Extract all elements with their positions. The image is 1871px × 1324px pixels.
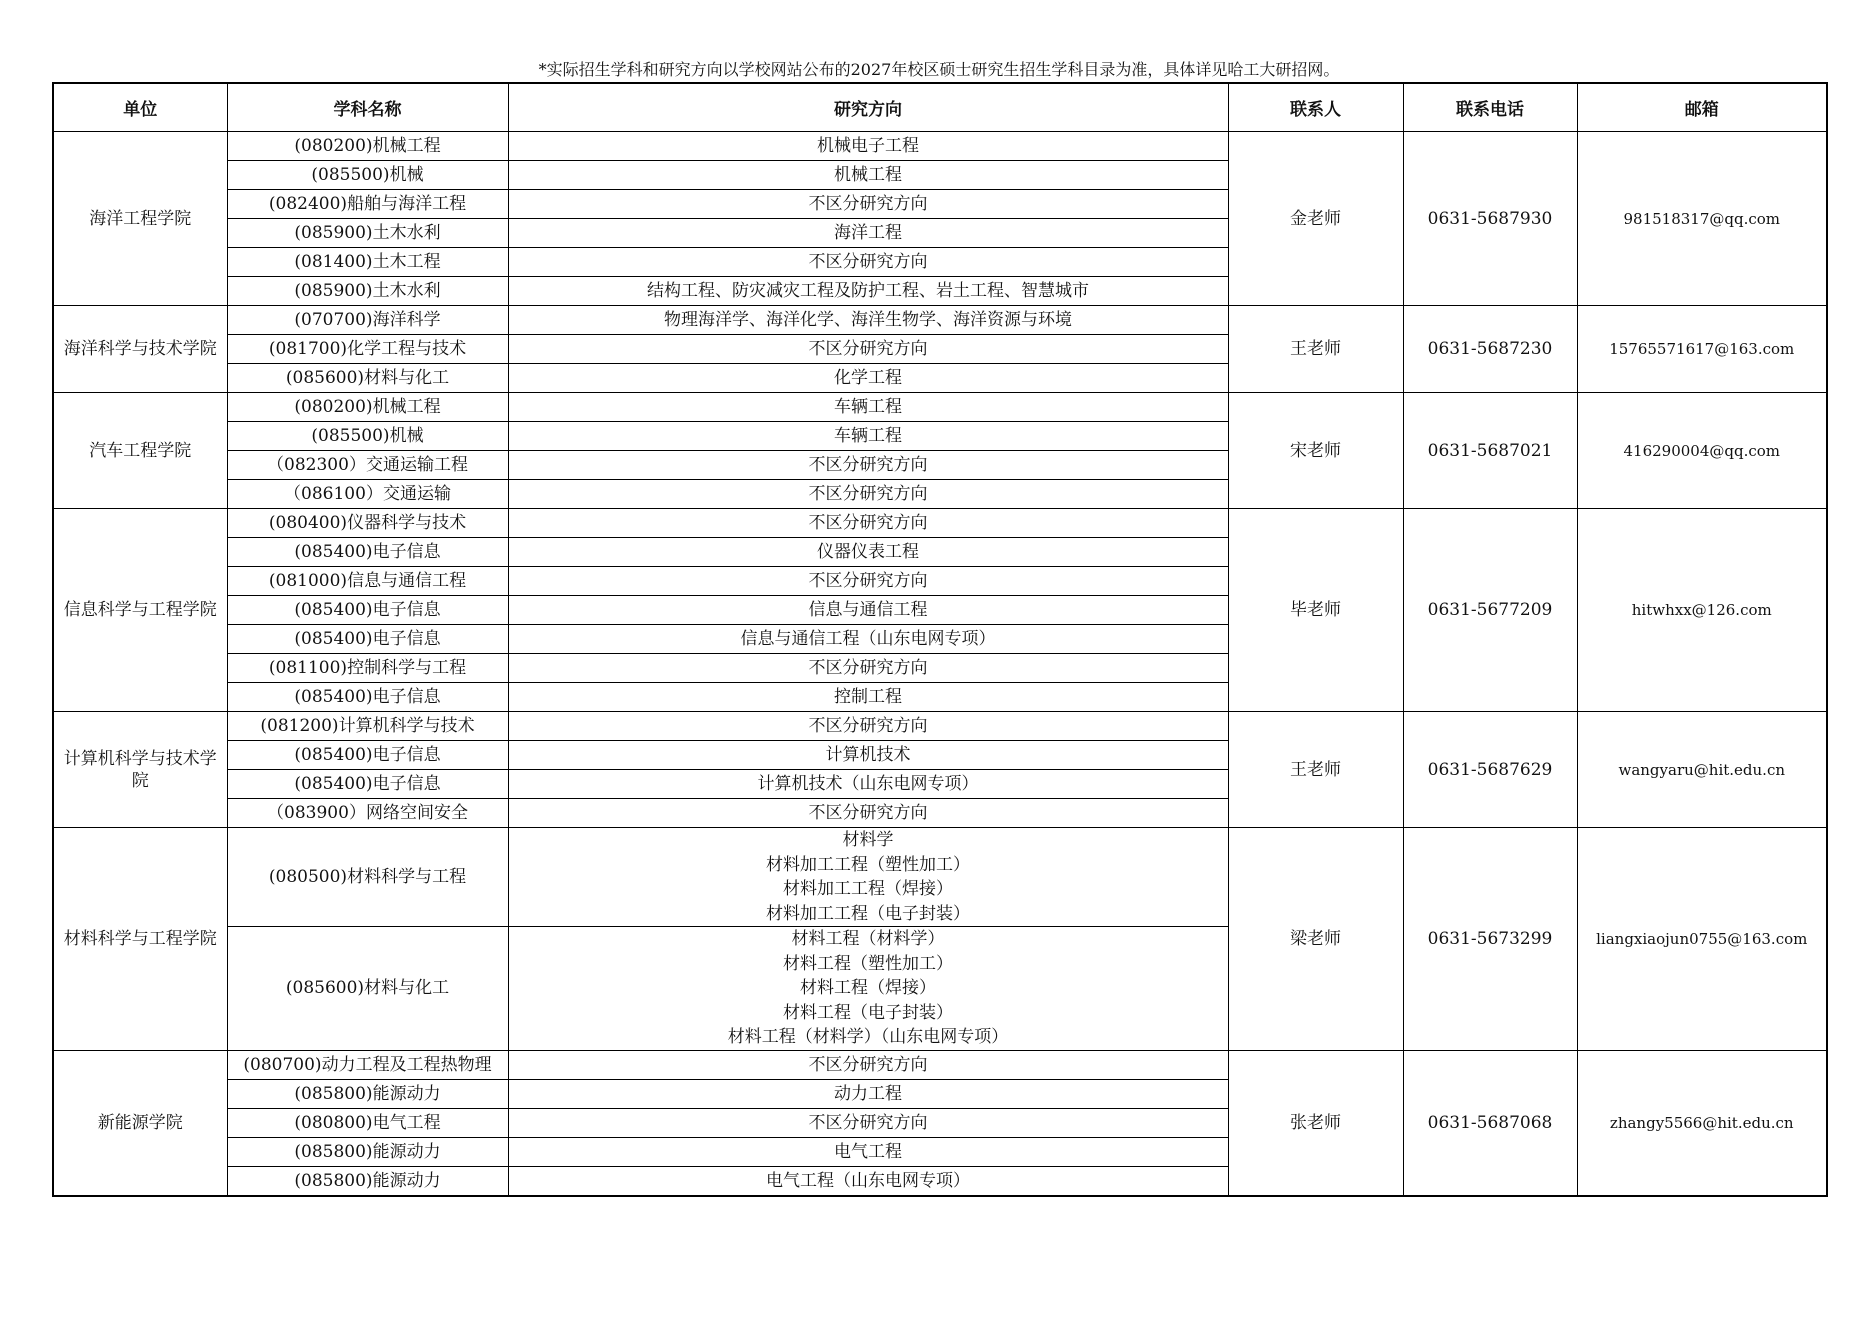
email-cell: 981518317@qq.com: [1577, 132, 1827, 306]
direction-cell: 不区分研究方向: [508, 1050, 1228, 1079]
direction-cell: 电气工程（山东电网专项）: [508, 1166, 1228, 1196]
direction-cell: 不区分研究方向: [508, 248, 1228, 277]
direction-cell: 不区分研究方向: [508, 509, 1228, 538]
direction-line: 材料加工工程（塑性加工）: [766, 854, 970, 875]
direction-line: 材料工程（材料学）: [791, 929, 945, 949]
direction-cell: 电气工程: [508, 1137, 1228, 1166]
direction-line: 材料工程（材料学）（山东电网专项）: [727, 1027, 1009, 1047]
table-row: [53, 132, 1827, 161]
email-cell: wangyaru@hit.edu.cn: [1577, 712, 1827, 828]
unit-cell: 海洋工程学院: [53, 132, 227, 306]
subject-cell: (080700)动力工程及工程热物理: [227, 1050, 508, 1079]
direction-cell: 机械电子工程: [508, 132, 1228, 161]
subject-cell: (080500)材料科学与工程: [227, 828, 508, 927]
subject-cell: (081000)信息与通信工程: [227, 567, 508, 596]
subject-cell: (085900)土木水利: [227, 219, 508, 248]
subject-cell: (081700)化学工程与技术: [227, 335, 508, 364]
direction-line: 材料加工工程（电子封装）: [766, 903, 970, 924]
subject-cell: (085600)材料与化工: [227, 364, 508, 393]
unit-cell: 海洋科学与技术学院: [53, 306, 227, 393]
header-row: [53, 83, 1827, 132]
direction-cell: 不区分研究方向: [508, 654, 1228, 683]
email-cell: zhangy5566@hit.edu.cn: [1577, 1050, 1827, 1196]
direction-cell: 计算机技术（山东电网专项）: [508, 770, 1228, 799]
header-direction: 研究方向: [508, 83, 1228, 132]
direction-cell: 不区分研究方向: [508, 335, 1228, 364]
unit-cell: 信息科学与工程学院: [53, 509, 227, 712]
admissions-table: [52, 82, 1828, 1197]
subject-cell: (085800)能源动力: [227, 1079, 508, 1108]
direction-line: 材料学: [842, 830, 894, 850]
direction-cell: 不区分研究方向: [508, 190, 1228, 219]
contact-cell: 张老师: [1228, 1050, 1403, 1196]
subject-cell: (085800)能源动力: [227, 1137, 508, 1166]
table-row: [53, 828, 1827, 927]
header-unit: 单位: [53, 83, 227, 132]
subject-cell: (085400)电子信息: [227, 770, 508, 799]
phone-cell: 0631-5677209: [1403, 509, 1577, 712]
direction-cell: 结构工程、防灾减灾工程及防护工程、岩土工程、智慧城市: [508, 277, 1228, 306]
direction-cell: 海洋工程: [508, 219, 1228, 248]
subject-cell: (081100)控制科学与工程: [227, 654, 508, 683]
header-subject: 学科名称: [227, 83, 508, 132]
header-email: 邮箱: [1577, 83, 1827, 132]
direction-cell: [508, 927, 1228, 1051]
subject-cell: (070700)海洋科学: [227, 306, 508, 335]
direction-cell: 信息与通信工程（山东电网专项）: [508, 625, 1228, 654]
subject-cell: (081200)计算机科学与技术: [227, 712, 508, 741]
subject-cell: (080800)电气工程: [227, 1108, 508, 1137]
direction-cell: 物理海洋学、海洋化学、海洋生物学、海洋资源与环境: [508, 306, 1228, 335]
subject-cell: (082400)船舶与海洋工程: [227, 190, 508, 219]
direction-cell: 不区分研究方向: [508, 480, 1228, 509]
subject-cell: (085500)机械: [227, 422, 508, 451]
unit-cell: 汽车工程学院: [53, 393, 227, 509]
subject-cell: (085400)电子信息: [227, 538, 508, 567]
contact-cell: 梁老师: [1228, 828, 1403, 1051]
subject-cell: (085900)土木水利: [227, 277, 508, 306]
direction-cell: 车辆工程: [508, 393, 1228, 422]
direction-cell: 车辆工程: [508, 422, 1228, 451]
phone-cell: 0631-5673299: [1403, 828, 1577, 1051]
direction-cell: 机械工程: [508, 161, 1228, 190]
subject-cell: (085400)电子信息: [227, 683, 508, 712]
direction-cell: 计算机技术: [508, 741, 1228, 770]
direction-cell: 信息与通信工程: [508, 596, 1228, 625]
subject-cell: （086100）交通运输: [227, 480, 508, 509]
table-row: [53, 393, 1827, 422]
direction-cell: 化学工程: [508, 364, 1228, 393]
direction-cell: 不区分研究方向: [508, 799, 1228, 828]
subject-cell: (085400)电子信息: [227, 741, 508, 770]
unit-cell: 新能源学院: [53, 1050, 227, 1196]
contact-cell: 宋老师: [1228, 393, 1403, 509]
subject-cell: （083900）网络空间安全: [227, 799, 508, 828]
table-header: [53, 83, 1827, 132]
subject-cell: (085400)电子信息: [227, 596, 508, 625]
direction-cell: 不区分研究方向: [508, 712, 1228, 741]
direction-cell: 控制工程: [508, 683, 1228, 712]
subject-cell: (085800)能源动力: [227, 1166, 508, 1196]
direction-cell: 不区分研究方向: [508, 1108, 1228, 1137]
contact-cell: 毕老师: [1228, 509, 1403, 712]
table-row: [53, 509, 1827, 538]
email-cell: 15765571617@163.com: [1577, 306, 1827, 393]
direction-line: 材料工程（焊接）: [800, 978, 936, 998]
subject-cell: (085600)材料与化工: [227, 927, 508, 1051]
phone-cell: 0631-5687068: [1403, 1050, 1577, 1196]
subject-cell: (081400)土木工程: [227, 248, 508, 277]
unit-cell: 材料科学与工程学院: [53, 828, 227, 1051]
table-row: [53, 306, 1827, 335]
direction-line: 材料工程（塑性加工）: [783, 953, 953, 974]
direction-line: 材料加工工程（焊接）: [783, 879, 953, 899]
direction-cell: [508, 828, 1228, 927]
phone-cell: 0631-5687021: [1403, 393, 1577, 509]
contact-cell: 王老师: [1228, 712, 1403, 828]
phone-cell: 0631-5687930: [1403, 132, 1577, 306]
header-phone: 联系电话: [1403, 83, 1577, 132]
phone-cell: 0631-5687629: [1403, 712, 1577, 828]
subject-cell: （082300）交通运输工程: [227, 451, 508, 480]
direction-cell: 不区分研究方向: [508, 451, 1228, 480]
unit-cell: 计算机科学与技术学院: [53, 712, 227, 828]
header-contact: 联系人: [1228, 83, 1403, 132]
table-note: *实际招生学科和研究方向以学校网站公布的2027年校区硕士研究生招生学科目录为准，具体详见哈工大研招网。: [538, 60, 1340, 79]
table-row: [53, 1050, 1827, 1079]
email-cell: hitwhxx@126.com: [1577, 509, 1827, 712]
contact-cell: 王老师: [1228, 306, 1403, 393]
subject-cell: (085500)机械: [227, 161, 508, 190]
table-row: [53, 712, 1827, 741]
subject-cell: (080400)仪器科学与技术: [227, 509, 508, 538]
contact-cell: 金老师: [1228, 132, 1403, 306]
phone-cell: 0631-5687230: [1403, 306, 1577, 393]
subject-cell: (085400)电子信息: [227, 625, 508, 654]
email-cell: liangxiaojun0755@163.com: [1577, 828, 1827, 1051]
subject-cell: (080200)机械工程: [227, 132, 508, 161]
direction-line: 材料工程（电子封装）: [783, 1002, 953, 1023]
subject-cell: (080200)机械工程: [227, 393, 508, 422]
email-cell: 416290004@qq.com: [1577, 393, 1827, 509]
direction-cell: 仪器仪表工程: [508, 538, 1228, 567]
direction-cell: 不区分研究方向: [508, 567, 1228, 596]
table-body: [53, 132, 1827, 1196]
direction-cell: 动力工程: [508, 1079, 1228, 1108]
